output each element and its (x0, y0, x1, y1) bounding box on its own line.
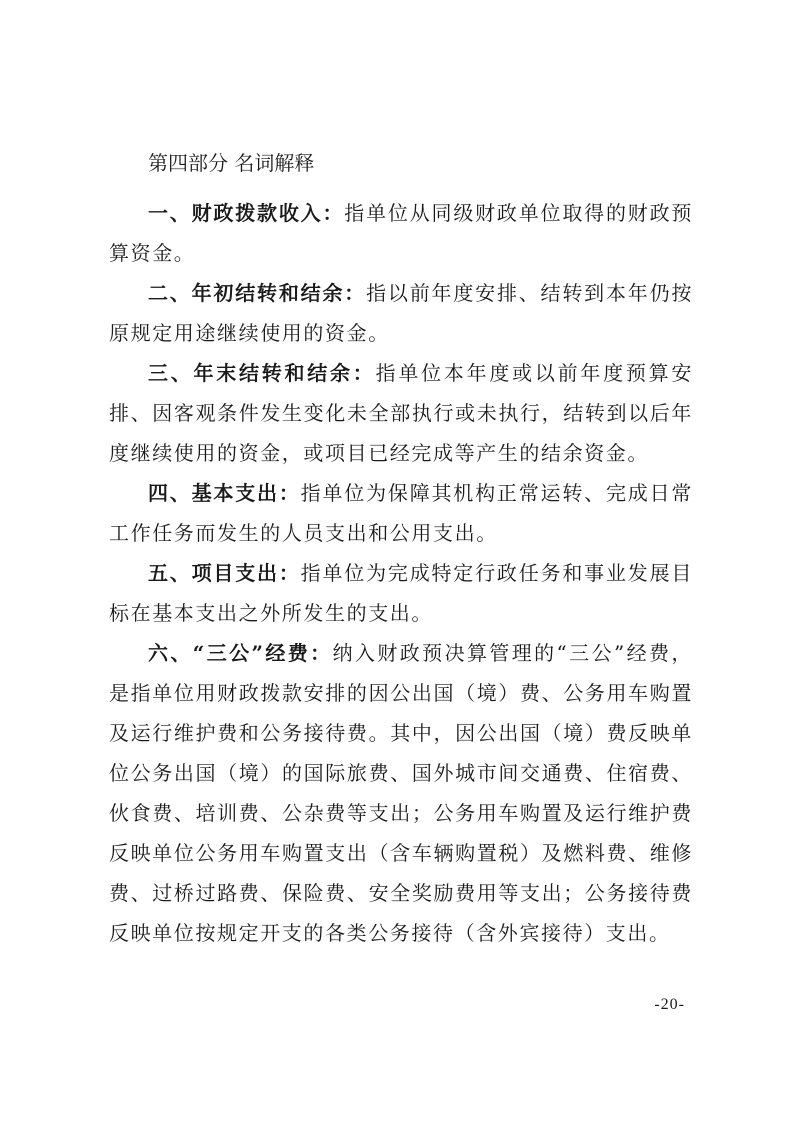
definition-financial-allocation-income (109, 193, 693, 273)
section-title: 第四部分 名词解释 (148, 151, 315, 175)
definition-term: 六、“三公”经费： (148, 641, 333, 665)
definition-text: 指单位本年度或以前年度预算安排、因客观条件发生变化未全部执行或未执行，结转到以后年度继续使用的资金，或项目已经完成等产生的结余资金。 (109, 361, 693, 465)
definition-term: 二、年初结转和结余： (148, 281, 367, 305)
definition-opening-carryover (109, 273, 693, 353)
definition-closing-carryover (109, 353, 693, 473)
definition-three-public-expenses (109, 633, 693, 953)
definition-basic-expenditure (109, 473, 693, 553)
definition-text: 指单位为保障其机构正常运转、完成日常工作任务而发生的人员支出和公用支出。 (109, 481, 693, 545)
page-number: -20- (654, 996, 685, 1013)
definition-text: 指单位为完成特定行政任务和事业发展目标在基本支出之外所发生的支出。 (109, 561, 693, 625)
definition-project-expenditure (109, 553, 693, 633)
definition-term: 一、财政拨款收入： (148, 201, 345, 225)
definition-term: 五、项目支出： (148, 561, 301, 585)
definition-term: 四、基本支出： (148, 481, 301, 505)
definition-text: 纳入财政预决算管理的“三公”经费，是指单位用财政拨款安排的因公出国（境）费、公务用车购置及运行维护费和公务接待费。其中，因公出国（境）费反映单位公务出国（境）的国际旅费、国外城市间交通费、住宿费、伙食费、培训费、公杂费等支出；公务用车购置及运行维护费反映单位公务用车购置支出（含车辆购置税）及燃料费、维修费、过桥过路费、保险费、安全奖励费用等支出；公务接待费反映单位按规定开支的各类公务接待（含外宾接待）支出。 (109, 641, 693, 945)
definition-text: 指单位从同级财政单位取得的财政预算资金。 (109, 201, 693, 265)
document-body (109, 150, 693, 953)
definition-term: 三、年末结转和结余： (148, 361, 376, 385)
definition-text: 指以前年度安排、结转到本年仍按原规定用途继续使用的资金。 (109, 281, 694, 345)
